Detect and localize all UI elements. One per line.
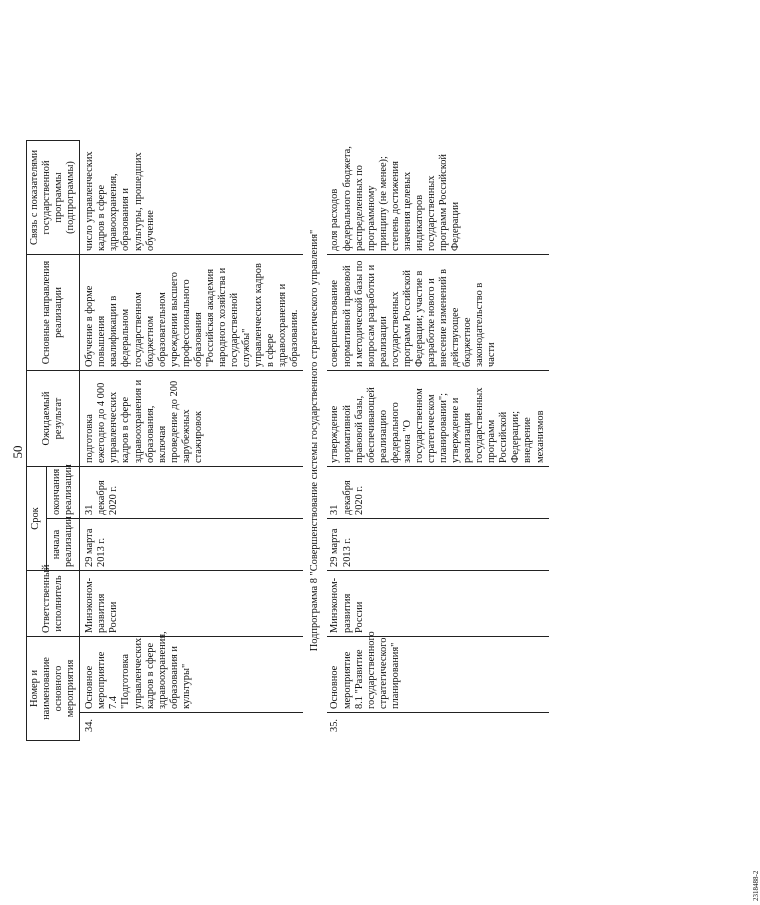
row-executor: Минэконом-развития России <box>80 571 304 637</box>
table-row <box>80 141 304 741</box>
header-num-name: Номер и наименование основного мероприятия <box>27 637 80 741</box>
row-link: доля расходов федерального бюджета, распределенных по программному принципу (не менее); степень достижения значения целевых индикаторов государственных программ Российской Федерации <box>327 141 548 255</box>
header-term: Срок <box>27 467 47 571</box>
row-link: число управленческих кадров в сфере здравоохранения, образования и культуры, прошедших обучение <box>80 141 304 255</box>
page-number: 50 <box>10 445 25 459</box>
subprogram-row <box>303 141 327 741</box>
row-name: Основное мероприятие 8.1 "Развитие государственного стратегического планирования" <box>327 637 548 713</box>
subprogram-title: Подпрограмма 8 "Совершенствование системы государственного стратегического управления" <box>309 229 321 652</box>
header-end: окончания реализации <box>46 467 80 519</box>
header-executor: Ответственный исполнитель <box>27 571 80 637</box>
row-end: 31 декабря 2020 г. <box>80 467 304 519</box>
rotated-page <box>0 115 760 901</box>
header-row <box>27 141 47 741</box>
row-number: 35. <box>329 719 341 732</box>
row-end: 31 декабря 2020 г. <box>327 467 548 519</box>
header-link: Связь с показателями государственной программы (подпрограммы) <box>27 141 80 255</box>
document-code: 2318488-2 <box>752 870 760 901</box>
row-executor: Минэконом-развития России <box>327 571 548 637</box>
program-table <box>26 140 549 741</box>
header-result: Ожидаемый результат <box>27 371 80 467</box>
header-directions: Основные направления реализации <box>27 255 80 371</box>
table-row <box>327 141 548 741</box>
row-start: 29 марта 2013 г. <box>80 519 304 571</box>
row-directions: совершенствование нормативной правовой и методической базы по вопросам разработки и реализации государственных программ Российской Федерации; участие в разработке нового и внесение изменений в действующее бюджетное законодательство в части <box>327 255 548 371</box>
row-number: 34. <box>84 719 96 732</box>
header-start: начала реализации <box>46 519 80 571</box>
row-name: Основное мероприятие 7.4 "Подготовка управленческих кадров в сфере здравоохранения, образования и культуры" <box>80 637 304 713</box>
row-start: 29 марта 2013 г. <box>327 519 548 571</box>
row-directions: Обучение в форме повышения квалификации в федеральном государственном бюджетном образовательном учреждении высшего профессионального образования "Российская академия народного хозяйства и государственной службы" управленческих кадров в сфере здравоохранения и образования. <box>80 255 304 371</box>
row-result: подготовка ежегодно до 4 000 управленческих кадров в сфере здравоохранения и образования, включая проведение до 200 зарубежных стажировок <box>80 371 304 467</box>
row-result: утверждение нормативной правовой базы, обеспечивающей реализацию федерального закона "О государственном стратегическом планировании"; утверждение и реализация государственных программ Российской Федерации; внедрение механизмов <box>327 371 548 467</box>
